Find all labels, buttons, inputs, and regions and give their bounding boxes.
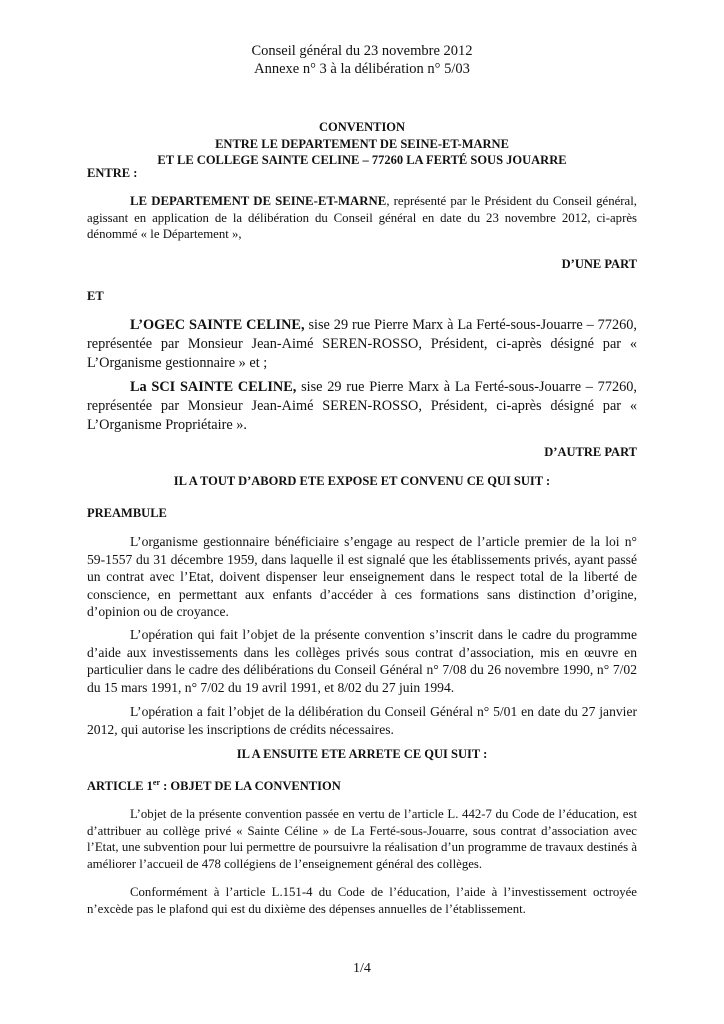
preambule-paragraph-2: L’opération qui fait l’objet de la présente convention s’inscrit dans le cadre du programme d’aide aux investissements dans les collèges privés sous contrat d’association, mis en œuvre en particulier dans le cadre des délibérations du Conseil Général n° 7/08 du 26 novembre 1990, n° 7/02 du 15 mars 1991, n° 7/02 du 19 avril 1991, et 8/02 du 27 juin 1994. [87, 627, 637, 695]
party-sci-name: La SCI SAINTE CELINE, [130, 379, 297, 395]
header-session: Conseil général du 23 novembre 2012 [251, 43, 473, 59]
header-annex: Annexe n° 3 à la délibération n° 5/03 [254, 61, 470, 77]
preambule-paragraph-1: L’organisme gestionnaire bénéficiaire s’engage au respect de l’article premier de la loi n° 59-1557 du 31 décembre 1959, dans laquelle il est signalé que les établissements privés, ayant passé un contrat avec l’Etat, doivent dispenser leur enseignement dans le respect total de la liberté de conscience, en permettant aux enfants d’accéder à ces formations sans distinction d’origine, d’opinion ou de croyance. [87, 534, 637, 620]
party-ogec-name: L’OGEC SAINTE CELINE, [130, 317, 305, 333]
document-header [0, 42, 724, 78]
title-line-2: ENTRE LE DEPARTEMENT DE SEINE-ET-MARNE [215, 136, 509, 151]
title-line-1: CONVENTION [318, 120, 406, 134]
et-label: ET [87, 289, 104, 303]
party-sci-text: sise 29 rue Pierre Marx à La Ferté-sous-Jouarre – 77260, représentée par Monsieur Jean-Aimé SEREN-ROSSO, Président, ci-après désigné par « L’Organisme Propriétaire ». [87, 379, 637, 433]
une-part-label: D’UNE PART [561, 257, 637, 271]
party-ogec-text: sise 29 rue Pierre Marx à La Ferté-sous-Jouarre – 77260, représentée par Monsieur Jean-Aimé SEREN-ROSSO, Président, ci-après désigné par « L’Organisme gestionnaire » et ; [87, 317, 637, 371]
party-ogec [87, 316, 637, 372]
title-line-3: ET LE COLLEGE SAINTE CELINE – 77260 LA FERTÉ SOUS JOUARRE [157, 153, 567, 167]
entre-label: ENTRE : [87, 166, 138, 180]
article-1-sup: er [152, 778, 161, 787]
party-sci [87, 378, 637, 434]
article-1-paragraph-1: L’objet de la présente convention passée en vertu de l’article L. 442-7 du Code de l’éducation, est d’attribuer au collège privé « Sainte Céline » de La Ferté-sous-Jouarre, sous contrat d’association avec l’Etat, une subvention pour lui permettre de poursuivre la réalisation d’un programme de travaux destinés à améliorer l’accueil de 478 collégiens de l’enseignement général des collèges. [87, 807, 637, 871]
party-department [87, 193, 637, 243]
party-department-text: , représenté par le Président du Conseil général, agissant en application de la délibération du Conseil général en date du 23 novembre 2012, ci-après dénommé « le Département », [87, 194, 637, 241]
document-title [0, 119, 724, 169]
preambule-heading: PREAMBULE [87, 506, 167, 520]
page-number: 1/4 [353, 961, 371, 976]
party-department-name: LE DEPARTEMENT DE SEINE-ET-MARNE [130, 194, 387, 208]
preambule-paragraph-3: L’opération a fait l’objet de la délibération du Conseil Général n° 5/01 en date du 27 janvier 2012, qui autorise les inscriptions de crédits nécessaires. [87, 704, 637, 737]
autre-part-label: D’AUTRE PART [544, 445, 637, 459]
article-1-suffix: : OBJET DE LA CONVENTION [160, 779, 341, 794]
arrete-heading: IL A ENSUITE ETE ARRETE CE QUI SUIT : [236, 747, 488, 761]
article-1-prefix: ARTICLE 1 [87, 779, 153, 794]
article-1-paragraph-2: Conformément à l’article L.151-4 du Code de l’éducation, l’aide à l’investissement octroyée n’excède pas le plafond qui est du dixième des dépenses annuelles de l’établissement. [87, 885, 637, 916]
expose-heading: IL A TOUT D’ABORD ETE EXPOSE ET CONVENU CE QUI SUIT : [173, 474, 551, 488]
article-1-heading [87, 778, 341, 794]
